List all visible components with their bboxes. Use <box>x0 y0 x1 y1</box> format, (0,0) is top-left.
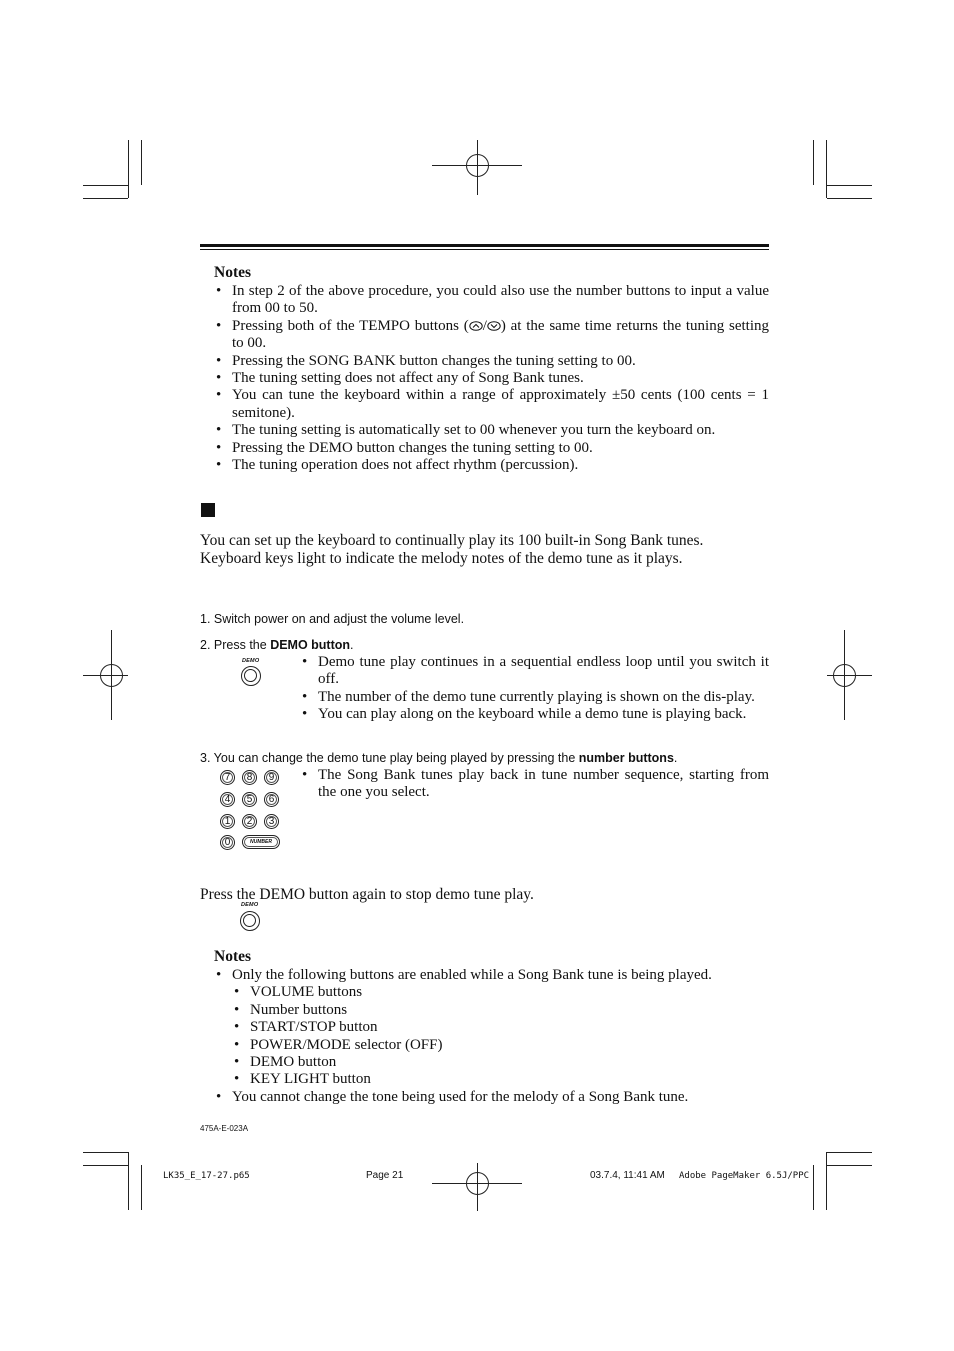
list-item: • Demo tune play continues in a sequential endless loop until you switch it off. <box>300 654 769 689</box>
notes-list <box>214 283 769 474</box>
step-1: 1. Switch power on and adjust the volume level. <box>200 612 465 626</box>
list-item: • Pressing the SONG BANK button changes the tuning setting to 00. <box>214 353 769 370</box>
number-key: 3 <box>264 814 279 829</box>
list-item: • Pressing the DEMO button changes the tuning setting to 00. <box>214 440 769 457</box>
number-key: 2 <box>242 814 257 829</box>
list-item: • The tuning setting is automatically set to 00 whenever you turn the keyboard on. <box>214 422 769 439</box>
list-item: • In step 2 of the above procedure, you could also use the number buttons to input a value from 00 to 50. <box>214 283 769 318</box>
footer-page: Page 21 <box>366 1170 404 1181</box>
sub-list-item: • Number buttons <box>232 1002 769 1019</box>
sub-list-item: • POWER/MODE selector (OFF) <box>232 1037 769 1054</box>
demo-button-label: DEMO <box>242 658 260 664</box>
sub-list-item: • VOLUME buttons <box>232 984 769 1001</box>
footer-filename: LK35_E_17-27.p65 <box>163 1171 250 1181</box>
number-key: 1 <box>220 814 235 829</box>
footer-application: Adobe PageMaker 6.5J/PPC <box>679 1171 810 1181</box>
number-key: 0 <box>220 835 235 850</box>
notes-list-2 <box>214 967 769 1106</box>
notes-heading: Notes <box>214 948 252 965</box>
list-item: • Only the following buttons are enabled while a Song Bank tune is being played. <box>214 967 769 984</box>
sub-list-item: • KEY LIGHT button <box>232 1071 769 1088</box>
list-item: • Pressing both of the TEMPO buttons ( / ) at the same time returns the tuning setting to 00. <box>214 318 769 353</box>
step-3: 3. You can change the demo tune play being played by pressing the number buttons. <box>200 751 678 765</box>
list-item: • The tuning operation does not affect rhythm (percussion). <box>214 457 769 474</box>
list-item: • You can tune the keyboard within a range of approximately ±50 cents (100 cents = 1 semitone). <box>214 387 769 422</box>
sub-list-item: • START/STOP button <box>232 1019 769 1036</box>
list-item: • You can play along on the keyboard while a demo tune is playing back. <box>300 706 769 723</box>
step-2: 2. Press the DEMO button. <box>200 638 354 652</box>
stop-instruction: Press the DEMO button again to stop demo tune play. <box>200 886 534 903</box>
tempo-down-icon <box>487 321 501 331</box>
sub-list-item: • DEMO button <box>232 1054 769 1071</box>
step-2-bullets <box>300 654 769 724</box>
tempo-up-icon <box>469 321 483 331</box>
list-item: • You cannot change the tone being used for the melody of a Song Bank tune. <box>214 1089 769 1106</box>
number-key: 8 <box>242 770 257 785</box>
number-key: 7 <box>220 770 235 785</box>
document-code: 475A-E-023A <box>200 1124 249 1133</box>
number-key: 6 <box>264 792 279 807</box>
footer-date: 03.7.4, 11:41 AM <box>590 1170 665 1181</box>
number-key: 4 <box>220 792 235 807</box>
intro-line-2: Keyboard keys light to indicate the melody notes of the demo tune as it plays. <box>200 550 683 567</box>
intro-line-1: You can set up the keyboard to continually play its 100 built-in Song Bank tunes. <box>200 532 704 549</box>
step-3-bullets <box>300 767 769 802</box>
demo-button-label: DEMO <box>241 902 259 908</box>
number-key: 9 <box>264 770 279 785</box>
list-item: • The Song Bank tunes play back in tune number sequence, starting from the one you select. <box>300 767 769 802</box>
list-item: • The number of the demo tune currently playing is shown on the dis-play. <box>300 689 769 706</box>
number-button: NUMBER <box>242 835 280 849</box>
notes-heading: Notes <box>214 264 252 281</box>
number-key: 5 <box>242 792 257 807</box>
list-item: • The tuning setting does not affect any of Song Bank tunes. <box>214 370 769 387</box>
section-marker-square <box>201 503 215 517</box>
